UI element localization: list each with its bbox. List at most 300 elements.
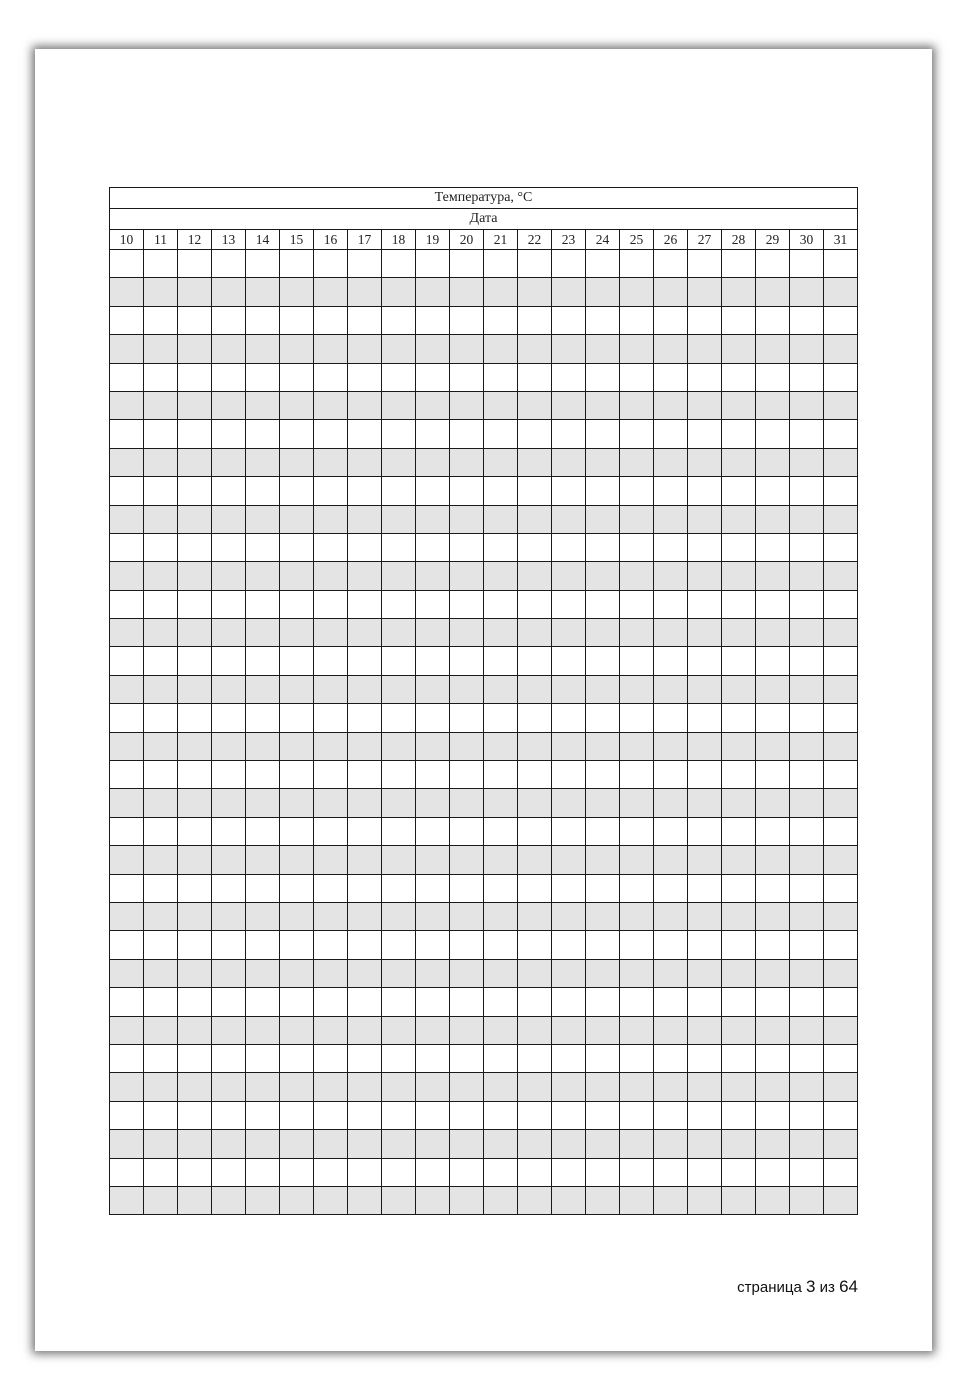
temperature-entry-cell[interactable] [144,1101,178,1129]
temperature-entry-cell[interactable] [280,278,314,306]
temperature-entry-cell[interactable] [654,902,688,930]
temperature-entry-cell[interactable] [212,335,246,363]
temperature-entry-cell[interactable] [484,590,518,618]
temperature-entry-cell[interactable] [178,562,212,590]
temperature-entry-cell[interactable] [518,363,552,391]
temperature-entry-cell[interactable] [620,1130,654,1158]
temperature-entry-cell[interactable] [348,590,382,618]
temperature-entry-cell[interactable] [348,988,382,1016]
temperature-entry-cell[interactable] [450,931,484,959]
temperature-entry-cell[interactable] [246,704,280,732]
temperature-entry-cell[interactable] [586,363,620,391]
temperature-entry-cell[interactable] [178,363,212,391]
temperature-entry-cell[interactable] [790,306,824,334]
temperature-entry-cell[interactable] [314,363,348,391]
temperature-entry-cell[interactable] [552,902,586,930]
temperature-entry-cell[interactable] [824,1186,858,1214]
temperature-entry-cell[interactable] [382,448,416,476]
temperature-entry-cell[interactable] [450,477,484,505]
temperature-entry-cell[interactable] [722,704,756,732]
temperature-entry-cell[interactable] [484,874,518,902]
temperature-entry-cell[interactable] [484,420,518,448]
temperature-entry-cell[interactable] [382,250,416,278]
temperature-entry-cell[interactable] [110,391,144,419]
temperature-entry-cell[interactable] [382,931,416,959]
temperature-entry-cell[interactable] [246,675,280,703]
temperature-entry-cell[interactable] [552,590,586,618]
temperature-entry-cell[interactable] [314,335,348,363]
temperature-entry-cell[interactable] [756,363,790,391]
temperature-entry-cell[interactable] [824,562,858,590]
temperature-entry-cell[interactable] [518,1130,552,1158]
temperature-entry-cell[interactable] [178,959,212,987]
temperature-entry-cell[interactable] [620,1158,654,1186]
temperature-entry-cell[interactable] [450,306,484,334]
temperature-entry-cell[interactable] [450,250,484,278]
temperature-entry-cell[interactable] [790,789,824,817]
temperature-entry-cell[interactable] [348,1130,382,1158]
temperature-entry-cell[interactable] [348,363,382,391]
temperature-entry-cell[interactable] [110,278,144,306]
temperature-entry-cell[interactable] [348,704,382,732]
temperature-entry-cell[interactable] [688,1044,722,1072]
temperature-entry-cell[interactable] [280,874,314,902]
temperature-entry-cell[interactable] [552,761,586,789]
temperature-entry-cell[interactable] [620,619,654,647]
temperature-entry-cell[interactable] [110,505,144,533]
temperature-entry-cell[interactable] [552,675,586,703]
temperature-entry-cell[interactable] [688,477,722,505]
temperature-entry-cell[interactable] [586,902,620,930]
temperature-entry-cell[interactable] [314,448,348,476]
temperature-entry-cell[interactable] [450,1101,484,1129]
temperature-entry-cell[interactable] [484,761,518,789]
temperature-entry-cell[interactable] [552,335,586,363]
temperature-entry-cell[interactable] [518,817,552,845]
temperature-entry-cell[interactable] [722,761,756,789]
temperature-entry-cell[interactable] [110,902,144,930]
temperature-entry-cell[interactable] [144,448,178,476]
temperature-entry-cell[interactable] [178,1158,212,1186]
temperature-entry-cell[interactable] [382,647,416,675]
temperature-entry-cell[interactable] [654,448,688,476]
temperature-entry-cell[interactable] [620,505,654,533]
temperature-entry-cell[interactable] [552,420,586,448]
temperature-entry-cell[interactable] [382,789,416,817]
temperature-entry-cell[interactable] [484,619,518,647]
temperature-entry-cell[interactable] [586,789,620,817]
temperature-entry-cell[interactable] [382,420,416,448]
temperature-entry-cell[interactable] [790,959,824,987]
temperature-entry-cell[interactable] [552,477,586,505]
temperature-entry-cell[interactable] [484,704,518,732]
temperature-entry-cell[interactable] [688,505,722,533]
temperature-entry-cell[interactable] [280,1158,314,1186]
temperature-entry-cell[interactable] [484,363,518,391]
temperature-entry-cell[interactable] [722,363,756,391]
temperature-entry-cell[interactable] [212,704,246,732]
temperature-entry-cell[interactable] [586,931,620,959]
temperature-entry-cell[interactable] [484,675,518,703]
temperature-entry-cell[interactable] [280,391,314,419]
temperature-entry-cell[interactable] [620,732,654,760]
temperature-entry-cell[interactable] [518,562,552,590]
temperature-entry-cell[interactable] [756,1073,790,1101]
temperature-entry-cell[interactable] [178,761,212,789]
temperature-entry-cell[interactable] [450,846,484,874]
temperature-entry-cell[interactable] [144,505,178,533]
temperature-entry-cell[interactable] [416,278,450,306]
temperature-entry-cell[interactable] [212,391,246,419]
temperature-entry-cell[interactable] [756,335,790,363]
temperature-entry-cell[interactable] [824,789,858,817]
temperature-entry-cell[interactable] [416,704,450,732]
temperature-entry-cell[interactable] [280,306,314,334]
temperature-entry-cell[interactable] [382,562,416,590]
temperature-entry-cell[interactable] [450,874,484,902]
temperature-entry-cell[interactable] [620,675,654,703]
temperature-entry-cell[interactable] [722,1158,756,1186]
temperature-entry-cell[interactable] [484,250,518,278]
temperature-entry-cell[interactable] [110,363,144,391]
temperature-entry-cell[interactable] [688,1101,722,1129]
temperature-entry-cell[interactable] [348,505,382,533]
temperature-entry-cell[interactable] [484,1016,518,1044]
temperature-entry-cell[interactable] [484,306,518,334]
temperature-entry-cell[interactable] [348,1101,382,1129]
temperature-entry-cell[interactable] [348,477,382,505]
temperature-entry-cell[interactable] [348,306,382,334]
temperature-entry-cell[interactable] [280,533,314,561]
temperature-entry-cell[interactable] [552,817,586,845]
temperature-entry-cell[interactable] [314,420,348,448]
temperature-entry-cell[interactable] [314,250,348,278]
temperature-entry-cell[interactable] [382,817,416,845]
temperature-entry-cell[interactable] [246,732,280,760]
temperature-entry-cell[interactable] [348,931,382,959]
temperature-entry-cell[interactable] [246,846,280,874]
temperature-entry-cell[interactable] [382,477,416,505]
temperature-entry-cell[interactable] [348,619,382,647]
temperature-entry-cell[interactable] [348,1044,382,1072]
temperature-entry-cell[interactable] [756,306,790,334]
temperature-entry-cell[interactable] [348,391,382,419]
temperature-entry-cell[interactable] [790,335,824,363]
temperature-entry-cell[interactable] [382,675,416,703]
temperature-entry-cell[interactable] [110,761,144,789]
temperature-entry-cell[interactable] [586,335,620,363]
temperature-entry-cell[interactable] [416,363,450,391]
temperature-entry-cell[interactable] [552,1186,586,1214]
temperature-entry-cell[interactable] [246,1130,280,1158]
temperature-entry-cell[interactable] [450,363,484,391]
temperature-entry-cell[interactable] [382,1186,416,1214]
temperature-entry-cell[interactable] [688,1130,722,1158]
temperature-entry-cell[interactable] [824,931,858,959]
temperature-entry-cell[interactable] [382,732,416,760]
temperature-entry-cell[interactable] [552,1044,586,1072]
temperature-entry-cell[interactable] [144,250,178,278]
temperature-entry-cell[interactable] [450,505,484,533]
temperature-entry-cell[interactable] [518,761,552,789]
temperature-entry-cell[interactable] [212,1130,246,1158]
temperature-entry-cell[interactable] [178,420,212,448]
temperature-entry-cell[interactable] [382,505,416,533]
temperature-entry-cell[interactable] [654,959,688,987]
temperature-entry-cell[interactable] [790,874,824,902]
temperature-entry-cell[interactable] [586,533,620,561]
temperature-entry-cell[interactable] [416,732,450,760]
temperature-entry-cell[interactable] [144,647,178,675]
temperature-entry-cell[interactable] [688,675,722,703]
temperature-entry-cell[interactable] [178,391,212,419]
temperature-entry-cell[interactable] [144,988,178,1016]
temperature-entry-cell[interactable] [518,647,552,675]
temperature-entry-cell[interactable] [518,619,552,647]
temperature-entry-cell[interactable] [246,335,280,363]
temperature-entry-cell[interactable] [688,250,722,278]
temperature-entry-cell[interactable] [620,363,654,391]
temperature-entry-cell[interactable] [824,761,858,789]
temperature-entry-cell[interactable] [178,931,212,959]
temperature-entry-cell[interactable] [552,619,586,647]
temperature-entry-cell[interactable] [688,959,722,987]
temperature-entry-cell[interactable] [688,761,722,789]
temperature-entry-cell[interactable] [620,647,654,675]
temperature-entry-cell[interactable] [348,1186,382,1214]
temperature-entry-cell[interactable] [688,562,722,590]
temperature-entry-cell[interactable] [824,1016,858,1044]
temperature-entry-cell[interactable] [280,363,314,391]
temperature-entry-cell[interactable] [586,761,620,789]
temperature-entry-cell[interactable] [790,846,824,874]
temperature-entry-cell[interactable] [212,1101,246,1129]
temperature-entry-cell[interactable] [348,817,382,845]
temperature-entry-cell[interactable] [246,590,280,618]
temperature-entry-cell[interactable] [654,505,688,533]
temperature-entry-cell[interactable] [280,704,314,732]
temperature-entry-cell[interactable] [586,732,620,760]
temperature-entry-cell[interactable] [756,1130,790,1158]
temperature-entry-cell[interactable] [382,533,416,561]
temperature-entry-cell[interactable] [144,902,178,930]
temperature-entry-cell[interactable] [348,675,382,703]
temperature-entry-cell[interactable] [348,732,382,760]
temperature-entry-cell[interactable] [110,1130,144,1158]
temperature-entry-cell[interactable] [688,363,722,391]
temperature-entry-cell[interactable] [756,619,790,647]
temperature-entry-cell[interactable] [620,250,654,278]
temperature-entry-cell[interactable] [654,306,688,334]
temperature-entry-cell[interactable] [654,732,688,760]
temperature-entry-cell[interactable] [280,902,314,930]
temperature-entry-cell[interactable] [654,1073,688,1101]
temperature-entry-cell[interactable] [110,1044,144,1072]
temperature-entry-cell[interactable] [620,817,654,845]
temperature-entry-cell[interactable] [246,1158,280,1186]
temperature-entry-cell[interactable] [518,533,552,561]
temperature-entry-cell[interactable] [518,1073,552,1101]
temperature-entry-cell[interactable] [790,590,824,618]
temperature-entry-cell[interactable] [348,789,382,817]
temperature-entry-cell[interactable] [518,448,552,476]
temperature-entry-cell[interactable] [416,846,450,874]
temperature-entry-cell[interactable] [756,732,790,760]
temperature-entry-cell[interactable] [484,505,518,533]
temperature-entry-cell[interactable] [654,1186,688,1214]
temperature-entry-cell[interactable] [518,250,552,278]
temperature-entry-cell[interactable] [654,761,688,789]
temperature-entry-cell[interactable] [178,1044,212,1072]
temperature-entry-cell[interactable] [416,817,450,845]
temperature-entry-cell[interactable] [246,1044,280,1072]
temperature-entry-cell[interactable] [518,335,552,363]
temperature-entry-cell[interactable] [654,874,688,902]
temperature-entry-cell[interactable] [620,562,654,590]
temperature-entry-cell[interactable] [824,363,858,391]
temperature-entry-cell[interactable] [654,647,688,675]
temperature-entry-cell[interactable] [824,675,858,703]
temperature-entry-cell[interactable] [110,1158,144,1186]
temperature-entry-cell[interactable] [824,420,858,448]
temperature-entry-cell[interactable] [756,1044,790,1072]
temperature-entry-cell[interactable] [688,590,722,618]
temperature-entry-cell[interactable] [654,1101,688,1129]
temperature-entry-cell[interactable] [586,704,620,732]
temperature-entry-cell[interactable] [654,1016,688,1044]
temperature-entry-cell[interactable] [688,902,722,930]
temperature-entry-cell[interactable] [110,675,144,703]
temperature-entry-cell[interactable] [450,448,484,476]
temperature-entry-cell[interactable] [178,988,212,1016]
temperature-entry-cell[interactable] [144,278,178,306]
temperature-entry-cell[interactable] [824,1073,858,1101]
temperature-entry-cell[interactable] [722,562,756,590]
temperature-entry-cell[interactable] [654,931,688,959]
temperature-entry-cell[interactable] [314,732,348,760]
temperature-entry-cell[interactable] [484,931,518,959]
temperature-entry-cell[interactable] [586,675,620,703]
temperature-entry-cell[interactable] [144,1158,178,1186]
temperature-entry-cell[interactable] [280,477,314,505]
temperature-entry-cell[interactable] [722,874,756,902]
temperature-entry-cell[interactable] [382,1073,416,1101]
temperature-entry-cell[interactable] [552,448,586,476]
temperature-entry-cell[interactable] [144,761,178,789]
temperature-entry-cell[interactable] [178,1073,212,1101]
temperature-entry-cell[interactable] [654,477,688,505]
temperature-entry-cell[interactable] [314,1186,348,1214]
temperature-entry-cell[interactable] [178,278,212,306]
temperature-entry-cell[interactable] [586,250,620,278]
temperature-entry-cell[interactable] [518,732,552,760]
temperature-entry-cell[interactable] [756,562,790,590]
temperature-entry-cell[interactable] [450,647,484,675]
temperature-entry-cell[interactable] [110,1101,144,1129]
temperature-entry-cell[interactable] [824,250,858,278]
temperature-entry-cell[interactable] [178,306,212,334]
temperature-entry-cell[interactable] [586,846,620,874]
temperature-entry-cell[interactable] [552,505,586,533]
temperature-entry-cell[interactable] [824,306,858,334]
temperature-entry-cell[interactable] [824,1158,858,1186]
temperature-entry-cell[interactable] [382,590,416,618]
temperature-entry-cell[interactable] [416,1016,450,1044]
temperature-entry-cell[interactable] [110,846,144,874]
temperature-entry-cell[interactable] [178,647,212,675]
temperature-entry-cell[interactable] [722,1016,756,1044]
temperature-entry-cell[interactable] [688,846,722,874]
temperature-entry-cell[interactable] [518,789,552,817]
temperature-entry-cell[interactable] [756,533,790,561]
temperature-entry-cell[interactable] [348,448,382,476]
temperature-entry-cell[interactable] [416,335,450,363]
temperature-entry-cell[interactable] [688,335,722,363]
temperature-entry-cell[interactable] [518,1158,552,1186]
temperature-entry-cell[interactable] [144,306,178,334]
temperature-entry-cell[interactable] [552,250,586,278]
temperature-entry-cell[interactable] [110,619,144,647]
temperature-entry-cell[interactable] [314,533,348,561]
temperature-entry-cell[interactable] [620,590,654,618]
temperature-entry-cell[interactable] [450,959,484,987]
temperature-entry-cell[interactable] [246,505,280,533]
temperature-entry-cell[interactable] [280,761,314,789]
temperature-entry-cell[interactable] [246,817,280,845]
temperature-entry-cell[interactable] [212,420,246,448]
temperature-entry-cell[interactable] [144,477,178,505]
temperature-entry-cell[interactable] [178,505,212,533]
temperature-entry-cell[interactable] [484,1186,518,1214]
temperature-entry-cell[interactable] [518,306,552,334]
temperature-entry-cell[interactable] [348,647,382,675]
temperature-entry-cell[interactable] [484,902,518,930]
temperature-entry-cell[interactable] [620,306,654,334]
temperature-entry-cell[interactable] [722,505,756,533]
temperature-entry-cell[interactable] [314,1158,348,1186]
temperature-entry-cell[interactable] [552,278,586,306]
temperature-entry-cell[interactable] [110,874,144,902]
temperature-entry-cell[interactable] [790,533,824,561]
temperature-entry-cell[interactable] [620,1016,654,1044]
temperature-entry-cell[interactable] [790,363,824,391]
temperature-entry-cell[interactable] [280,675,314,703]
temperature-entry-cell[interactable] [790,902,824,930]
temperature-entry-cell[interactable] [450,391,484,419]
temperature-entry-cell[interactable] [654,420,688,448]
temperature-entry-cell[interactable] [620,335,654,363]
temperature-entry-cell[interactable] [824,732,858,760]
temperature-entry-cell[interactable] [144,1044,178,1072]
temperature-entry-cell[interactable] [756,789,790,817]
temperature-entry-cell[interactable] [722,1073,756,1101]
temperature-entry-cell[interactable] [348,250,382,278]
temperature-entry-cell[interactable] [110,789,144,817]
temperature-entry-cell[interactable] [654,619,688,647]
temperature-entry-cell[interactable] [688,1073,722,1101]
temperature-entry-cell[interactable] [586,278,620,306]
temperature-entry-cell[interactable] [654,363,688,391]
temperature-entry-cell[interactable] [756,817,790,845]
temperature-entry-cell[interactable] [212,590,246,618]
temperature-entry-cell[interactable] [790,448,824,476]
temperature-entry-cell[interactable] [620,931,654,959]
temperature-entry-cell[interactable] [688,931,722,959]
temperature-entry-cell[interactable] [314,278,348,306]
temperature-entry-cell[interactable] [824,1130,858,1158]
temperature-entry-cell[interactable] [246,533,280,561]
temperature-entry-cell[interactable] [314,306,348,334]
